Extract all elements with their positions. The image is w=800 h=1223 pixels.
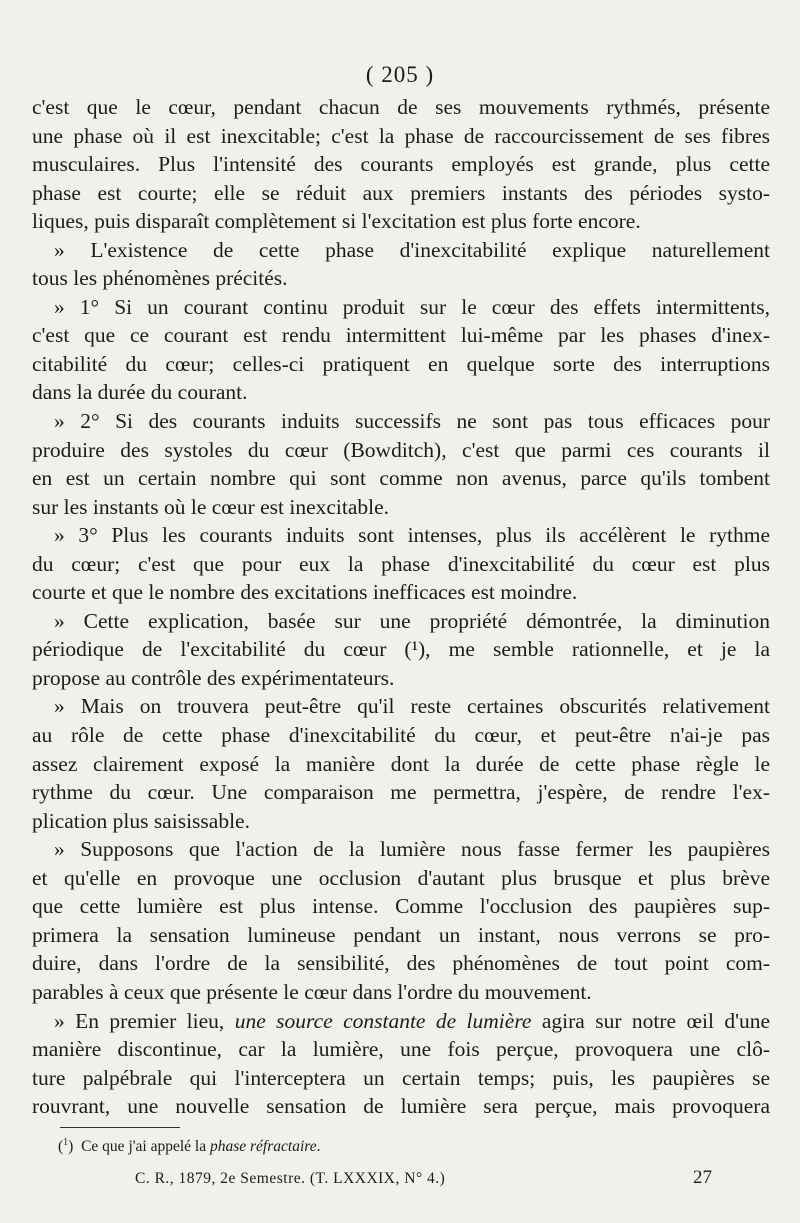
footnote-marker: 1 [63, 1137, 69, 1148]
text-line: et qu'elle en provoque une occlusion d'autant plus brusque et plus brève [32, 865, 770, 890]
text-line: c'est que le cœur, pendant chacun de ses mouvements rythmés, présente [32, 95, 770, 119]
text-line: rouvrant, une nouvelle sensation de lumière sera perçue, mais provoquera [32, 1094, 770, 1119]
text-line: c'est que ce courant est rendu intermittent lui-même par les phases d'inex- [32, 323, 770, 348]
text-line: que cette lumière est plus intense. Comme l'occlusion des paupières sup- [32, 894, 770, 919]
text-line-segment: » En premier lieu, [54, 1008, 235, 1033]
footnote-text-post: . [316, 1138, 321, 1156]
text-line: » Supposons que l'action de la lumière nous fasse fermer les paupières [54, 837, 770, 862]
text-line: tous les phénomènes précités. [32, 266, 288, 291]
text-line: liques, puis disparaît complètement si l'excitation est plus forte encore. [32, 209, 641, 234]
body-text [32, 93, 770, 1121]
text-line: » 2° Si des courants induits successifs ne sont pas tous efficaces pour [54, 409, 770, 434]
footnote-rule [60, 1127, 180, 1128]
text-line: primera la sensation lumineuse pendant un instant, nous verrons se pro- [32, 922, 770, 947]
text-line: produire des systoles du cœur (Bowditch), c'est que parmi ces courants il [32, 437, 770, 462]
text-line: assez clairement exposé la manière dont la durée de cette phase règle le [32, 751, 770, 776]
footnote-text-pre: Ce que j'ai appelé la [81, 1138, 210, 1156]
text-line: » Cette explication, basée sur une propriété démontrée, la diminution [54, 608, 770, 633]
text-line: périodique de l'excitabilité du cœur (¹), me semble rationnelle, et je la [32, 637, 770, 662]
text-line: plication plus saisissable. [32, 808, 250, 833]
footnote: ($^1$) Ce que j'ai appelé la phase réfractaire. [58, 1137, 321, 1156]
text-line: citabilité du cœur; celles-ci pratiquent en quelque sorte des interruptions [32, 351, 770, 376]
page-number: ( 205 ) [365, 62, 435, 87]
text-line: dans la durée du courant. [32, 380, 248, 405]
text-line: rythme du cœur. Une comparaison me permettra, j'espère, de rendre l'ex- [32, 780, 770, 805]
footnote-text-italic: phase réfractaire [209, 1138, 317, 1156]
text-line: musculaires. Plus l'intensité des courants employés est grande, plus cette [32, 152, 770, 177]
text-line: parables à ceux que présente le cœur dans l'ordre du mouvement. [32, 979, 592, 1004]
text-line: ture palpébrale qui l'interceptera un certain temps; puis, les paupières se [32, 1065, 770, 1090]
source-reference: C. R., 1879, 2e Semestre. (T. LXXXIX, N° 4.) [135, 1170, 446, 1187]
text-line: duire, dans l'ordre de la sensibilité, des phénomènes de tout point com- [32, 951, 770, 976]
text-line: courte et que le nombre des excitations inefficaces est moindre. [32, 580, 578, 605]
sheet-number: 27 [693, 1167, 712, 1188]
text-line: une phase où il est inexcitable; c'est la phase de raccourcissement de ses fibres [32, 123, 770, 148]
text-line: sur les instants où le cœur est inexcitable. [32, 494, 390, 519]
text-line [32, 1007, 770, 1036]
text-line: au rôle de cette phase d'inexcitabilité du cœur, et peut-être n'ai-je pas [32, 723, 770, 748]
text-line-segment: agira sur notre œil d'une [531, 1008, 770, 1033]
text-line: en est un certain nombre qui sont comme non avenus, parce qu'ils tombent [32, 466, 770, 491]
text-line: du cœur; c'est que pour eux la phase d'inexcitabilité du cœur est plus [32, 551, 770, 576]
text-line-italic: une source constante de lumière [234, 1008, 532, 1033]
text-line: propose au contrôle des expérimentateurs. [32, 665, 395, 690]
text-line: manière discontinue, car la lumière, une fois perçue, provoquera une clô- [32, 1037, 770, 1062]
text-line: » Mais on trouvera peut-être qu'il reste certaines obscurités relativement [54, 694, 770, 719]
text-line: phase est courte; elle se réduit aux premiers instants des périodes systo- [32, 180, 770, 205]
text-line: » L'existence de cette phase d'inexcitabilité explique naturellement [54, 237, 770, 262]
text-line: » 1° Si un courant continu produit sur le cœur des effets intermittents, [54, 294, 770, 319]
text-line: » 3° Plus les courants induits sont intenses, plus ils accélèrent le rythme [54, 523, 770, 548]
